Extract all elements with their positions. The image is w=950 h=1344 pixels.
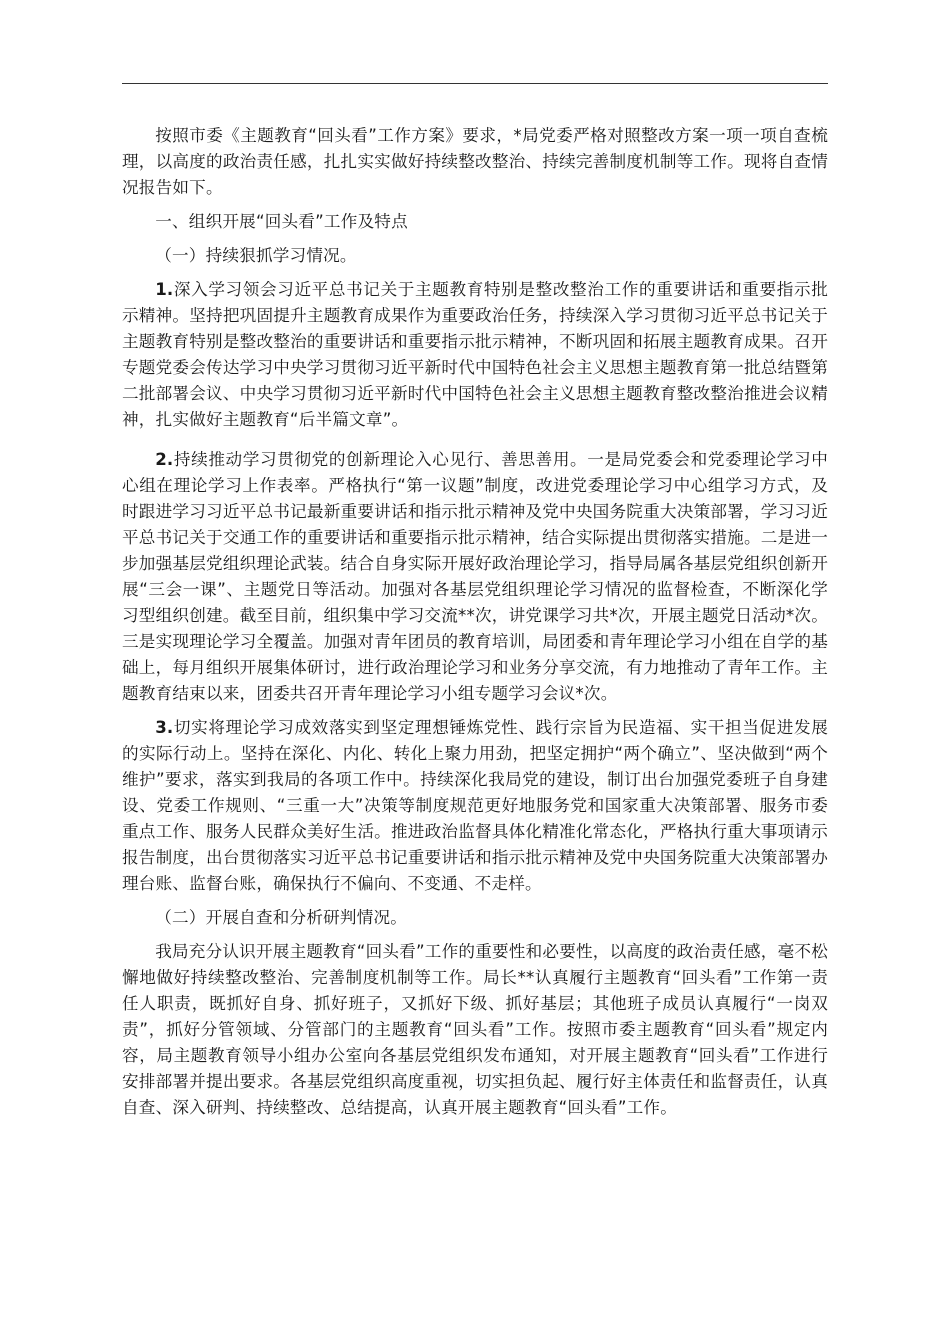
- subsection-heading-2: （二）开展自查和分析研判情况。: [155, 908, 408, 927]
- item-number: 3.: [155, 718, 174, 737]
- item-paragraph-3: 3.切实将理论学习成效落实到坚定理想锤炼党性、践行宗旨为民造福、实干担当促进发展的实际行动上。坚持在深化、内化、转化上聚力用劲，把坚定拥护“两个确立”、坚决做到“两个维护”要求，落实到我局的各项工作中。持续深化我局党的建设，制订出台加强党委班子自身建设、党委工作规则、“三重一大”决策等制度规范更好地服务党和国家重大决策部署、服务市委重点工作、服务人民群众美好生活。推进政治监督具体化精准化常态化，严格执行重大事项请示报告制度，出台贯彻落实习近平总书记重要讲话和指示批示精神及党中央国务院重大决策部署办理台账、监督台账，确保执行不偏向、不变通、不走样。: [122, 718, 828, 893]
- intro-paragraph: 按照市委《主题教育“回头看”工作方案》要求，*局党委严格对照整改方案一项一项自查梳理，以高度的政治责任感，扎扎实实做好持续整改整治、持续完善制度机制等工作。现将自查情况报告如下。: [122, 126, 828, 197]
- item-number: 1.: [155, 280, 174, 299]
- item-number: 2.: [155, 450, 174, 469]
- item-paragraph-2: 2.持续推动学习贯彻党的创新理论入心见行、善思善用。一是局党委会和党委理论学习中心组在理论学习上作表率。严格执行“第一议题”制度，改进党委理论学习中心组学习方式，及时跟进学习习近平总书记最新重要讲话和指示批示精神及党中央国务院重大决策部署，学习习近平总书记关于交通工作的重要讲话和重要指示批示精神，结合实际提出贯彻落实措施。二是进一步加强基层党组织理论武装。结合自身实际开展好政治理论学习，指导局属各基层党组织创新开展“三会一课”、主题党日等活动。加强对各基层党组织理论学习情况的监督检查，不断深化学习型组织创建。截至目前，组织集中学习交流**次，讲党课学习共*次，开展主题党日活动*次。三是实现理论学习全覆盖。加强对青年团员的教育培训，局团委和青年理论学习小组在自学的基础上，每月组织开展集体研讨，进行政治理论学习和业务分享交流，有力地推动了青年工作。主题教育结束以来，团委共召开青年理论学习小组专题学习会议*次。: [122, 450, 828, 703]
- document-body: [122, 123, 828, 1121]
- closing-paragraph: 我局充分认识开展主题教育“回头看”工作的重要性和必要性，以高度的政治责任感，毫不松懈地做好持续整改整治、完善制度机制等工作。局长**认真履行主题教育“回头看”工作第一责任人职责，既抓好自身、抓好班子，又抓好下级、抓好基层；其他班子成员认真履行“一岗双责”，抓好分管领域、分管部门的主题教育“回头看”工作。按照市委主题教育“回头看”规定内容，局主题教育领导小组办公室向各基层党组织发布通知，对开展主题教育“回头看”工作进行安排部署并提出要求。各基层党组织高度重视，切实担负起、履行好主体责任和监督责任，认真自查、深入研判、持续整改、总结提高，认真开展主题教育“回头看”工作。: [122, 942, 828, 1117]
- header-rule: [122, 83, 828, 84]
- subsection-heading-1: （一）持续狠抓学习情况。: [155, 246, 357, 265]
- section-heading-1: 一、组织开展“回头看”工作及特点: [155, 212, 408, 231]
- item-paragraph-1: 1.深入学习领会习近平总书记关于主题教育特别是整改整治工作的重要讲话和重要指示批示精神。坚持把巩固提升主题教育成果作为重要政治任务，持续深入学习贯彻习近平总书记关于主题教育特别是整改整治的重要讲话和重要指示批示精神，不断巩固和拓展主题教育成果。召开专题党委会传达学习中央学习贯彻习近平新时代中国特色社会主义思想主题教育第一批总结暨第二批部署会议、中央学习贯彻习近平新时代中国特色社会主义思想主题教育整改整治推进会议精神，扎实做好主题教育“后半篇文章”。: [122, 280, 828, 429]
